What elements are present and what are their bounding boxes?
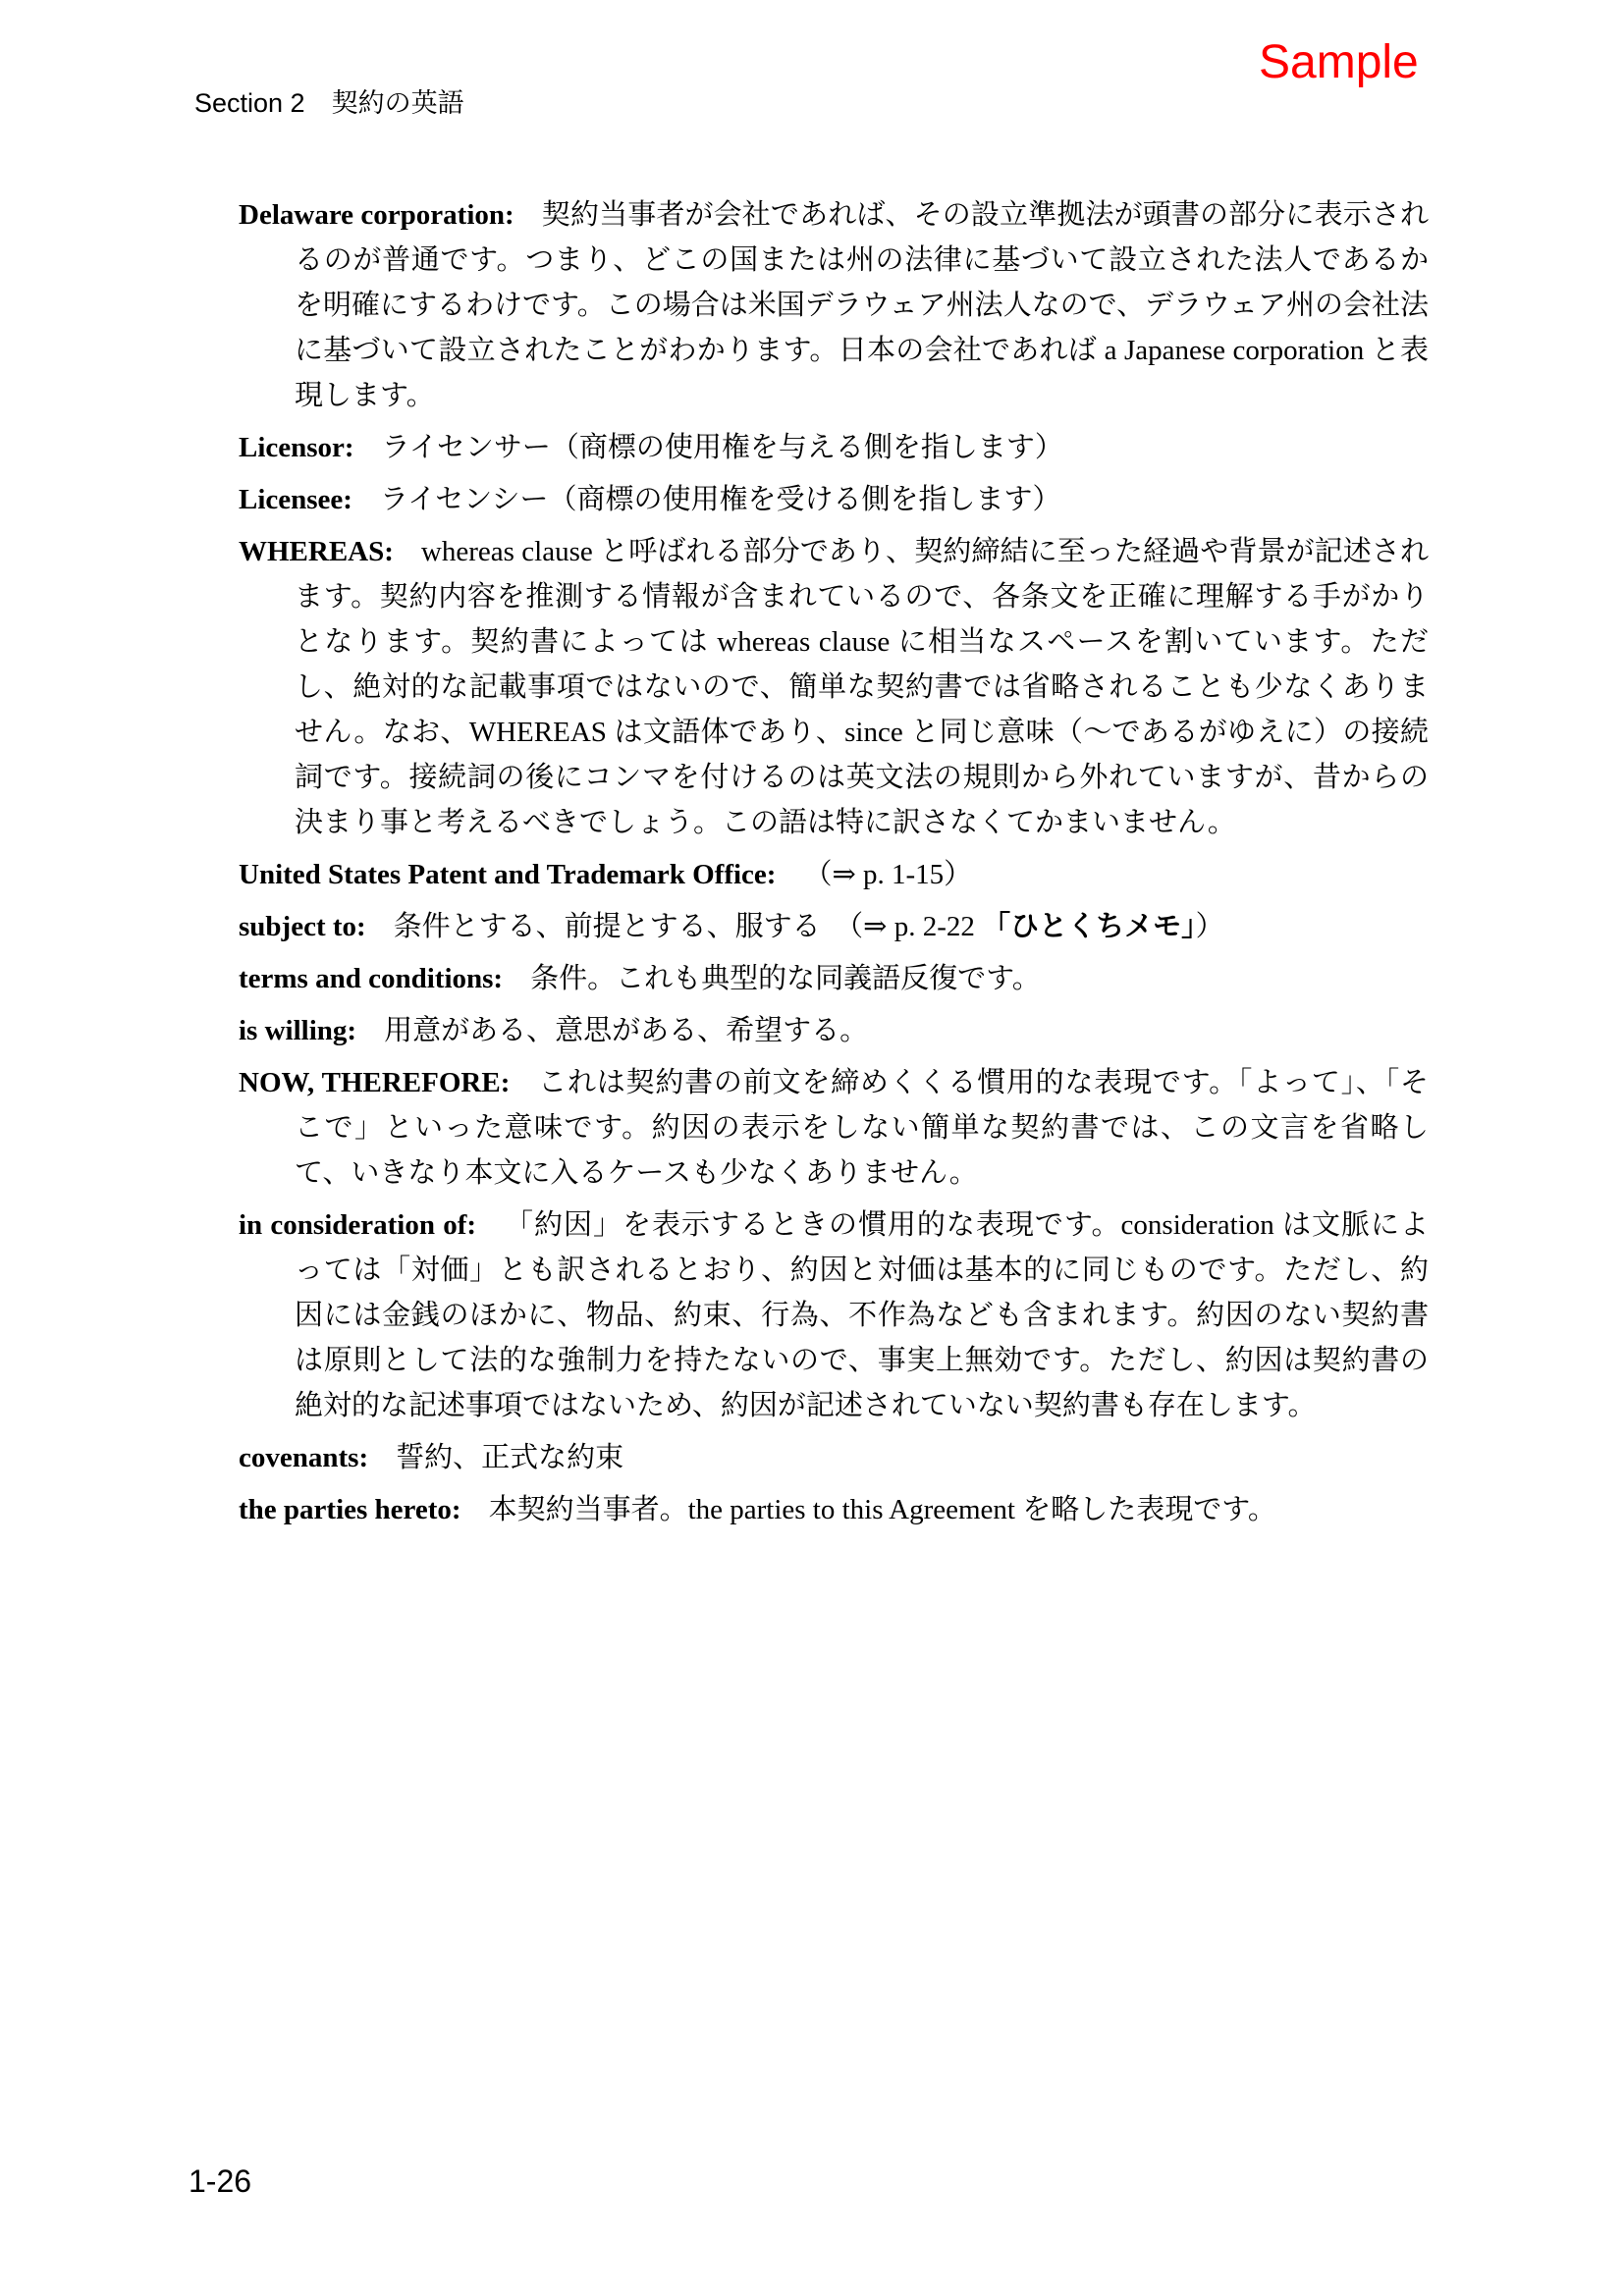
term-label: terms and conditions: xyxy=(239,963,504,994)
term-label: in consideration of: xyxy=(239,1209,477,1241)
term-description: 用意がある、意思がある、希望する。 xyxy=(384,1015,869,1046)
hitokuchi-memo-label: 「ひとくちメモ」 xyxy=(982,911,1196,942)
term-label: is willing: xyxy=(239,1015,357,1046)
glossary-entry xyxy=(239,1008,1429,1053)
term-description: 条件とする、前提とする、服する （⇒ p. 2-22 xyxy=(393,911,983,942)
term-description: 本契約当事者。the parties to this Agreement を略した表現です。 xyxy=(488,1494,1276,1525)
term-description: 契約当事者が会社であれば、その設立準拠法が頭書の部分に表示されるのが普通です。つまり、どこの国または州の法律に基づいて設立された法人であるかを明確にするわけです。この場合は米国デラウェア州法人なので、デラウェア州の会社法に基づいて設立されたことがわかります。日本の会社であれば a Japanese corporation と表現します。 xyxy=(295,199,1429,411)
sample-watermark: Sample xyxy=(1259,36,1419,88)
term-label: the parties hereto: xyxy=(239,1494,461,1525)
term-description: ） xyxy=(1195,911,1224,942)
glossary-entry xyxy=(239,1435,1429,1480)
term-description: ライセンサー（商標の使用権を与える側を指します） xyxy=(381,432,1063,463)
term-description: 条件。これも典型的な同義語反復です。 xyxy=(530,963,1041,994)
term-label: Licensor: xyxy=(239,432,354,463)
glossary-entry xyxy=(239,425,1429,470)
glossary-entry xyxy=(239,1487,1429,1532)
term-label: NOW, THEREFORE: xyxy=(239,1067,511,1098)
glossary-entry xyxy=(239,1202,1429,1428)
glossary-list xyxy=(239,192,1429,1539)
term-description: whereas clause と呼ばれる部分であり、契約締結に至った経過や背景が記述されます。契約内容を推測する情報が含まれているので、各条文を正確に理解する手がかりとなります。契約書によっては whereas clause に相当なスペースを割いています。ただし、絶対的な記載事項ではないので、簡単な契約書では省略されることも少なくありません。なお、WHEREAS は文語体であり、since と同じ意味（～であるがゆえに）の接続詞です。接続詞の後にコンマを付けるのは英文法の規則から外れていますが、昔からの決まり事と考えるべきでしょう。この語は特に訳さなくてかまいません。 xyxy=(295,536,1429,838)
glossary-entry xyxy=(239,192,1429,418)
term-description: これは契約書の前文を締めくくる慣用的な表現です。「よって」、「そこで」といった意味です。約因の表示をしない簡単な契約書では、この文言を省略して、いきなり本文に入るケースも少なくありません。 xyxy=(295,1067,1429,1189)
glossary-entry xyxy=(239,529,1429,845)
glossary-entry xyxy=(239,904,1429,949)
term-description: 誓約、正式な約束 xyxy=(396,1442,624,1473)
term-description: （⇒ p. 1-15） xyxy=(803,859,973,890)
term-label: Licensee: xyxy=(239,484,352,515)
section-header: Section 2 契約の英語 xyxy=(194,88,464,118)
term-label: subject to: xyxy=(239,911,366,942)
page-number: 1-26 xyxy=(189,2163,252,2199)
term-label: covenants: xyxy=(239,1442,369,1473)
term-description: ライセンシー（商標の使用権を受ける側を指します） xyxy=(379,484,1061,515)
glossary-entry xyxy=(239,1060,1429,1196)
glossary-entry xyxy=(239,956,1429,1001)
term-description: 「約因」を表示するときの慣用的な表現です。consideration は文脈によっては「対価」とも訳されるとおり、約因と対価は基本的に同じものです。ただし、約因には金銭のほかに、物品、約束、行為、不作為なども含まれます。約因のない契約書は原則として法的な強制力を持たないので、事実上無効です。ただし、約因は契約書の絶対的な記述事項ではないため、約因が記述されていない契約書も存在します。 xyxy=(295,1209,1429,1421)
glossary-entry xyxy=(239,477,1429,522)
glossary-entry xyxy=(239,852,1429,897)
term-label: WHEREAS: xyxy=(239,536,394,567)
term-label: Delaware corporation: xyxy=(239,199,514,231)
term-label: United States Patent and Trademark Office: xyxy=(239,859,777,890)
